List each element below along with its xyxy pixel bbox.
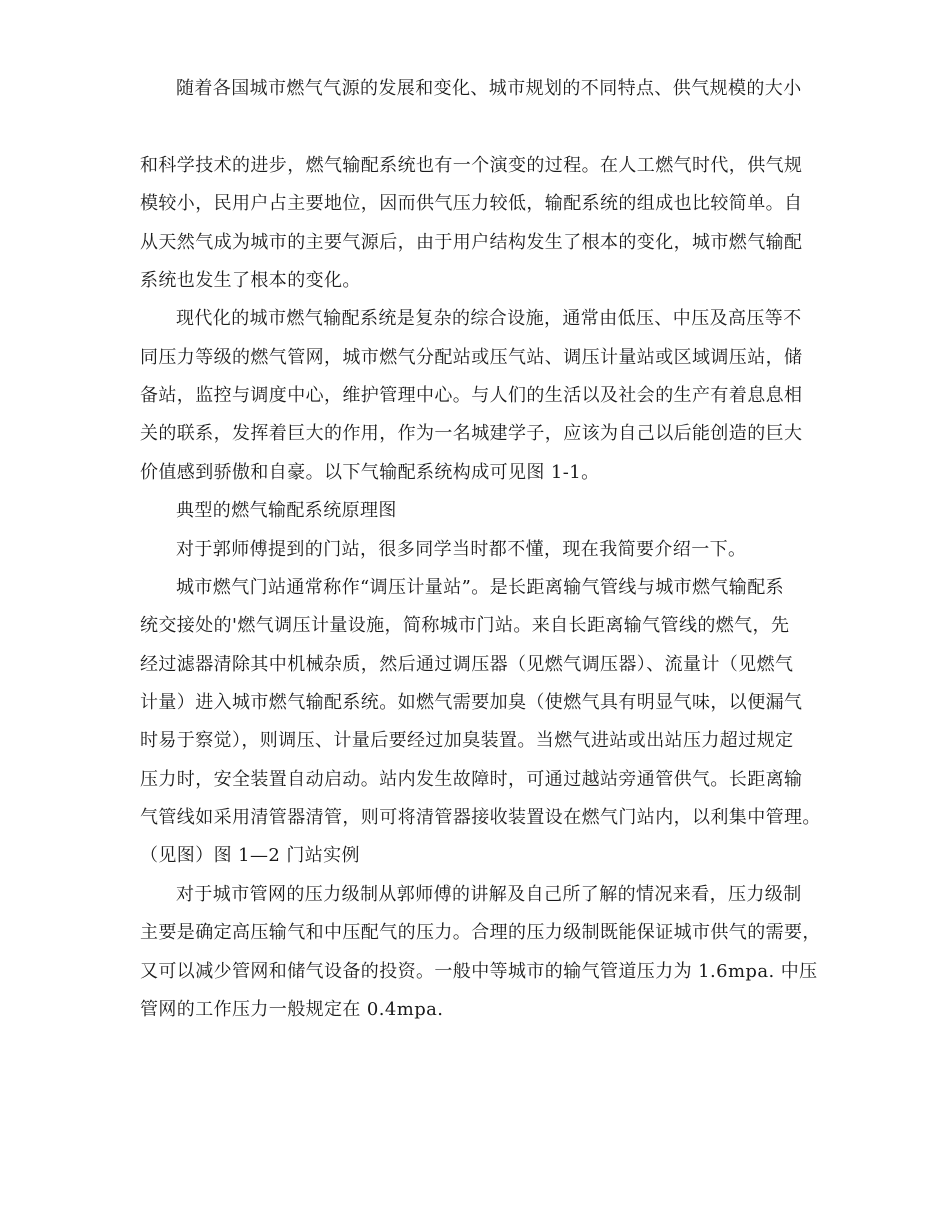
paragraph-4-line-2: 统交接处的'燃气调压计量设施，简称城市门站。来自长距离输气管线的燃气，先	[140, 615, 790, 636]
paragraph-5-line-1: 对于城市管网的压力级制从郭师傅的讲解及自己所了解的情况来看，压力级制	[176, 884, 802, 905]
paragraph-5-line-2: 主要是确定高压输气和中压配气的压力。合理的压力级制既能保证城市供气的需要，	[140, 922, 821, 943]
paragraph-4-line-1: 城市燃气门站通常称作“调压计量站”。是长距离输气管线与城市燃气输配系	[176, 577, 785, 598]
paragraph-4-line-5: 时易于察觉），则调压、计量后要经过加臭装置。当燃气进站或出站压力超过规定	[140, 730, 794, 751]
paragraph-2-line-4: 关的联系，发挥着巨大的作用，作为一名城建学子，应该为自己以后能创造的巨大	[140, 423, 803, 444]
paragraph-1-line-4: 从天然气成为城市的主要气源后，由于用户结构发生了根本的变化，城市燃气输配	[140, 232, 803, 253]
paragraph-5-line-3: 又可以减少管网和储气设备的投资。一般中等城市的输气管道压力为 1.6mpa. 中压	[140, 961, 818, 982]
paragraph-4-line-3: 经过滤器清除其中机械杂质，然后通过调压器（见燃气调压器）、流量计（见燃气	[140, 654, 794, 675]
paragraph-1-line-5: 系统也发生了根本的变化。	[140, 270, 361, 291]
figure-caption-1-1: 典型的燃气输配系统原理图	[176, 500, 397, 521]
paragraph-1-line-3: 模较小，民用户占主要地位，因而供气压力较低，输配系统的组成也比较简单。自	[140, 193, 803, 214]
paragraph-1-line-2: 和科学技术的进步，燃气输配系统也有一个演变的过程。在人工燃气时代，供气规	[140, 155, 803, 176]
paragraph-3: 对于郭师傅提到的门站，很多同学当时都不懂，现在我简要介绍一下。	[176, 539, 747, 560]
paragraph-5-line-4: 管网的工作压力一般规定在 0.4mpa.	[140, 999, 444, 1020]
paragraph-2-line-3: 备站，监控与调度中心，维护管理中心。与人们的生活以及社会的生产有着息息相	[140, 385, 803, 406]
paragraph-2-line-5: 价值感到骄傲和自豪。以下气输配系统构成可见图 1-1。	[140, 462, 600, 483]
paragraph-4-line-7: 气管线如采用清管器清管，则可将清管器接收装置设在燃气门站内，以利集中管理。	[140, 807, 821, 828]
paragraph-4-line-6: 压力时，安全装置自动启动。站内发生故障时，可通过越站旁通管供气。长距离输	[140, 769, 803, 790]
figure-caption-1-2: （见图）图 1—2 门站实例	[140, 845, 360, 866]
paragraph-2-line-2: 同压力等级的燃气管网，城市燃气分配站或压气站、调压计量站或区域调压站，储	[140, 347, 803, 368]
paragraph-2-line-1: 现代化的城市燃气输配系统是复杂的综合设施，通常由低压、中压及高压等不	[176, 308, 802, 329]
paragraph-1-line-1: 随着各国城市燃气气源的发展和变化、城市规划的不同特点、供气规模的大小	[176, 78, 802, 99]
paragraph-4-line-4: 计量）进入城市燃气输配系统。如燃气需要加臭（使燃气具有明显气味，以便漏气	[140, 692, 803, 713]
